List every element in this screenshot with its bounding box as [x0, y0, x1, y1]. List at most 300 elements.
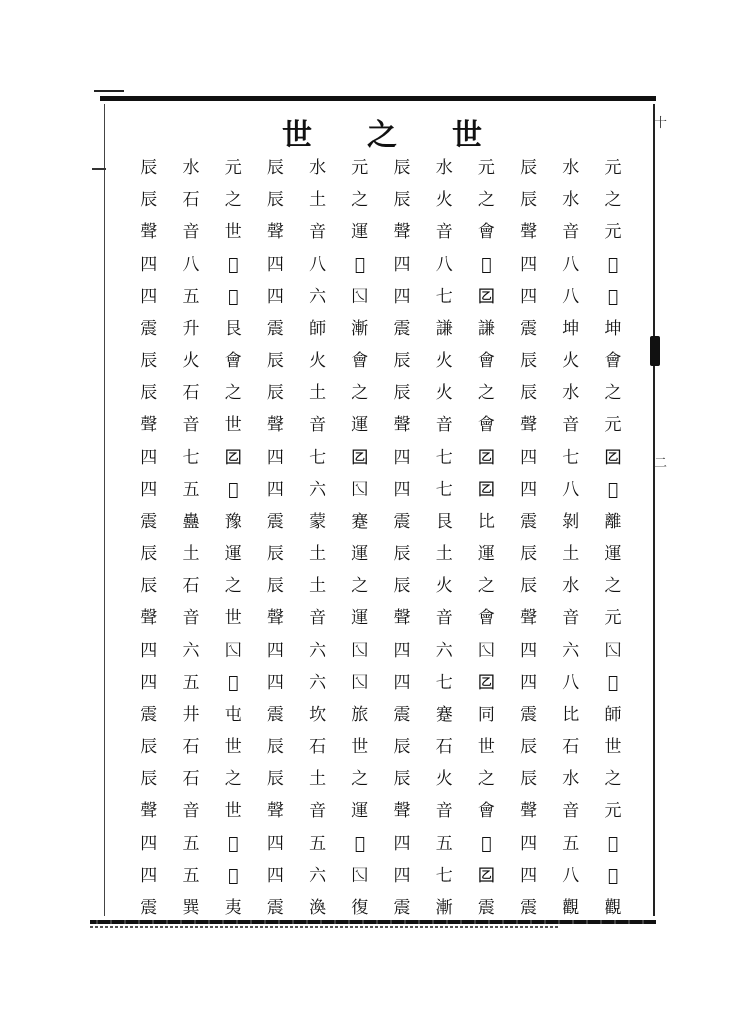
glyph: 辰 — [393, 576, 411, 597]
glyph: 四 — [140, 254, 158, 275]
glyph: 聲 — [520, 415, 538, 436]
glyph: 之 — [224, 769, 242, 790]
glyph: 辰 — [520, 383, 538, 404]
glyph: 師 — [604, 704, 622, 725]
glyph: 聲 — [140, 608, 158, 629]
glyph: 𡆢 — [354, 833, 365, 854]
glyph: 𡆟 — [607, 672, 619, 693]
glyph: 震 — [520, 897, 538, 918]
glyph: 𡆢 — [228, 479, 239, 500]
glyph: 震 — [140, 704, 158, 725]
glyph: 辰 — [266, 158, 284, 178]
glyph: 八 — [435, 254, 453, 275]
glyph: 辰 — [520, 544, 538, 565]
glyph: 四 — [520, 447, 538, 468]
glyph: 四 — [520, 640, 538, 661]
glyph: 之 — [351, 769, 369, 790]
text-column — [258, 158, 292, 918]
title-char-2: 之 — [367, 118, 397, 153]
glyph: 𡆢 — [481, 833, 492, 854]
glyph: 坤 — [604, 318, 622, 339]
glyph: 元 — [604, 222, 622, 243]
glyph: 四 — [520, 833, 538, 854]
glyph: 音 — [182, 801, 200, 822]
text-column — [132, 158, 166, 918]
glyph: 聲 — [520, 222, 538, 243]
glyph: 會 — [477, 351, 495, 372]
glyph: 辰 — [520, 576, 538, 597]
glyph: 𡆟 — [228, 254, 239, 275]
glyph: 震 — [266, 897, 284, 918]
glyph: 之 — [604, 576, 622, 597]
glyph: 音 — [309, 222, 327, 243]
text-column — [301, 158, 335, 918]
glyph: 四 — [393, 833, 411, 854]
glyph: 四 — [520, 254, 538, 275]
glyph: 震 — [140, 897, 158, 918]
glyph: 四 — [393, 479, 411, 500]
glyph: 會 — [477, 801, 495, 822]
glyph: 元 — [604, 415, 622, 436]
glyph: 謙 — [477, 318, 495, 339]
glyph: 震 — [266, 511, 284, 532]
title-char-3: 世 — [452, 118, 482, 153]
glyph: 音 — [182, 222, 200, 243]
glyph: 火 — [562, 351, 580, 372]
glyph: 剝 — [562, 511, 580, 532]
glyph: 渙 — [309, 897, 327, 918]
glyph: 𡆠 — [351, 447, 369, 468]
glyph: 水 — [562, 190, 580, 211]
glyph: 巽 — [182, 897, 200, 918]
glyph: 世 — [224, 608, 242, 629]
glyph: 六 — [309, 672, 327, 693]
glyph: 世 — [224, 222, 242, 243]
glyph: 六 — [309, 640, 327, 661]
glyph: 夷 — [224, 897, 242, 918]
title-char-1: 世 — [282, 118, 312, 153]
glyph: 音 — [435, 608, 453, 629]
glyph: 之 — [224, 383, 242, 404]
page-title — [282, 112, 482, 152]
glyph: 五 — [182, 865, 200, 886]
text-column — [174, 158, 208, 918]
glyph: 震 — [140, 511, 158, 532]
glyph: 𡆟 — [607, 286, 619, 307]
glyph: 四 — [393, 865, 411, 886]
side-mark-1: 十 — [654, 116, 668, 131]
glyph: 四 — [140, 286, 158, 307]
glyph: 𡆟 — [354, 254, 365, 275]
glyph: 𡆡 — [351, 286, 369, 307]
text-column — [343, 158, 377, 918]
glyph: 四 — [140, 447, 158, 468]
glyph: 音 — [435, 801, 453, 822]
glyph: 水 — [562, 383, 580, 404]
glyph: 水 — [182, 158, 200, 178]
glyph: 五 — [182, 479, 200, 500]
glyph: 音 — [562, 222, 580, 243]
text-column — [596, 158, 630, 918]
glyph: 辰 — [520, 190, 538, 211]
glyph: 石 — [182, 190, 200, 211]
glyph: 四 — [140, 640, 158, 661]
glyph: 八 — [562, 286, 580, 307]
glyph: 震 — [140, 318, 158, 339]
glyph: 五 — [182, 833, 200, 854]
glyph: 觀 — [562, 897, 580, 918]
glyph: 謙 — [435, 318, 453, 339]
glyph: 辰 — [140, 769, 158, 790]
glyph: 同 — [477, 704, 495, 725]
glyph: 四 — [520, 672, 538, 693]
glyph: 辰 — [266, 351, 284, 372]
glyph: 辰 — [520, 351, 538, 372]
glyph: 之 — [477, 576, 495, 597]
glyph: 𡆡 — [351, 865, 369, 886]
glyph: 𡆟 — [607, 865, 619, 886]
glyph: 七 — [435, 672, 453, 693]
glyph: 辰 — [520, 769, 538, 790]
glyph: 會 — [604, 351, 622, 372]
glyph: 之 — [351, 383, 369, 404]
glyph: 𡆠 — [477, 865, 495, 886]
glyph: 運 — [351, 415, 369, 436]
glyph: 之 — [351, 576, 369, 597]
glyph: 之 — [604, 769, 622, 790]
glyph: 辰 — [140, 190, 158, 211]
glyph: 元 — [351, 158, 369, 178]
glyph: 運 — [351, 801, 369, 822]
glyph: 水 — [562, 769, 580, 790]
glyph: 辰 — [393, 737, 411, 758]
glyph: 石 — [182, 769, 200, 790]
glyph: 震 — [393, 318, 411, 339]
glyph: 元 — [604, 801, 622, 822]
glyph: 火 — [435, 383, 453, 404]
glyph: 石 — [309, 737, 327, 758]
glyph: 四 — [266, 254, 284, 275]
glyph: 辰 — [393, 383, 411, 404]
glyph: 世 — [351, 737, 369, 758]
glyph: 𡆠 — [604, 447, 622, 468]
glyph: 八 — [562, 479, 580, 500]
glyph: 比 — [562, 704, 580, 725]
glyph: 之 — [351, 190, 369, 211]
glyph: 師 — [309, 318, 327, 339]
glyph: 辰 — [393, 544, 411, 565]
glyph: 四 — [266, 286, 284, 307]
glyph: 音 — [562, 608, 580, 629]
glyph: 之 — [224, 190, 242, 211]
glyph: 之 — [224, 576, 242, 597]
glyph: 蒙 — [309, 511, 327, 532]
text-column — [512, 158, 546, 918]
glyph: 艮 — [224, 318, 242, 339]
glyph: 辰 — [266, 737, 284, 758]
glyph: 𡆠 — [477, 447, 495, 468]
glyph: 土 — [309, 769, 327, 790]
glyph: 震 — [477, 897, 495, 918]
glyph: 辰 — [140, 158, 158, 178]
glyph: 聲 — [266, 608, 284, 629]
glyph: 五 — [182, 672, 200, 693]
glyph: 聲 — [393, 222, 411, 243]
glyph: 𡆡 — [351, 640, 369, 661]
glyph: 井 — [182, 704, 200, 725]
glyph: 𡆡 — [351, 479, 369, 500]
glyph: 六 — [309, 286, 327, 307]
glyph: 石 — [182, 737, 200, 758]
glyph: 𡆢 — [228, 286, 239, 307]
glyph: 水 — [309, 158, 327, 178]
glyph: 水 — [562, 158, 580, 178]
glyph: 四 — [266, 672, 284, 693]
glyph: 𡆢 — [228, 672, 239, 693]
glyph: 七 — [435, 865, 453, 886]
side-mark-2: 二 — [654, 456, 668, 471]
glyph: 辰 — [140, 737, 158, 758]
glyph: 𡆡 — [224, 640, 242, 661]
glyph: 四 — [520, 479, 538, 500]
glyph: 辰 — [266, 544, 284, 565]
glyph: 𡆢 — [607, 833, 619, 854]
glyph: 辰 — [393, 769, 411, 790]
glyph: 漸 — [435, 897, 453, 918]
glyph: 旅 — [351, 704, 369, 725]
glyph: 坤 — [562, 318, 580, 339]
glyph: 音 — [309, 801, 327, 822]
glyph: 辰 — [393, 351, 411, 372]
glyph: 屯 — [224, 704, 242, 725]
glyph: 之 — [477, 769, 495, 790]
glyph: 辰 — [520, 158, 538, 178]
glyph: 音 — [562, 415, 580, 436]
glyph: 五 — [562, 833, 580, 854]
bottom-rule-secondary — [90, 926, 560, 928]
glyph: 八 — [309, 254, 327, 275]
glyph: 辰 — [140, 383, 158, 404]
glyph: 四 — [140, 865, 158, 886]
glyph: 聲 — [140, 415, 158, 436]
glyph: 聲 — [140, 801, 158, 822]
glyph: 辰 — [266, 769, 284, 790]
glyph: 艮 — [435, 511, 453, 532]
glyph: 五 — [309, 833, 327, 854]
glyph: 水 — [562, 576, 580, 597]
glyph: 七 — [562, 447, 580, 468]
glyph: 四 — [393, 640, 411, 661]
glyph: 辰 — [520, 737, 538, 758]
glyph: 八 — [562, 254, 580, 275]
glyph: 聲 — [266, 222, 284, 243]
glyph: 四 — [266, 833, 284, 854]
glyph: 震 — [520, 704, 538, 725]
glyph: 四 — [266, 640, 284, 661]
glyph: 辰 — [266, 383, 284, 404]
glyph: 𡆠 — [477, 286, 495, 307]
glyph: 𡆢 — [228, 833, 239, 854]
glyph: 四 — [140, 672, 158, 693]
glyph: 火 — [182, 351, 200, 372]
top-rule-left — [94, 90, 124, 92]
glyph: 比 — [477, 511, 495, 532]
glyph: 世 — [224, 801, 242, 822]
glyph: 聲 — [266, 801, 284, 822]
glyph: 聲 — [520, 608, 538, 629]
glyph: 元 — [604, 608, 622, 629]
glyph: 辰 — [393, 158, 411, 178]
glyph: 火 — [309, 351, 327, 372]
glyph: 石 — [435, 737, 453, 758]
glyph: 蹇 — [351, 511, 369, 532]
glyph: 四 — [266, 447, 284, 468]
glyph: 世 — [224, 737, 242, 758]
glyph: 六 — [182, 640, 200, 661]
glyph: 世 — [604, 737, 622, 758]
glyph: 會 — [224, 351, 242, 372]
glyph: 四 — [520, 286, 538, 307]
glyph: 聲 — [393, 801, 411, 822]
glyph: 運 — [477, 544, 495, 565]
glyph: 會 — [477, 415, 495, 436]
glyph: 六 — [435, 640, 453, 661]
glyph: 七 — [435, 286, 453, 307]
glyph: 會 — [477, 608, 495, 629]
glyph: 𡆡 — [604, 640, 622, 661]
left-tick — [92, 168, 106, 170]
glyph: 𡆟 — [607, 479, 619, 500]
glyph: 觀 — [604, 897, 622, 918]
glyph: 運 — [224, 544, 242, 565]
text-column — [427, 158, 461, 918]
glyph: 辰 — [140, 544, 158, 565]
glyph: 火 — [435, 190, 453, 211]
glyph: 七 — [309, 447, 327, 468]
glyph: 四 — [266, 865, 284, 886]
glyph: 音 — [182, 415, 200, 436]
glyph: 四 — [520, 865, 538, 886]
glyph: 𡆠 — [477, 672, 495, 693]
glyph: 世 — [477, 737, 495, 758]
glyph: 音 — [182, 608, 200, 629]
glyph: 音 — [435, 222, 453, 243]
glyph: 震 — [266, 318, 284, 339]
glyph: 運 — [351, 544, 369, 565]
glyph: 𡆟 — [607, 254, 619, 275]
glyph: 震 — [393, 897, 411, 918]
glyph: 震 — [393, 704, 411, 725]
glyph: 土 — [435, 544, 453, 565]
glyph: 石 — [182, 576, 200, 597]
glyph: 之 — [477, 190, 495, 211]
glyph: 震 — [520, 511, 538, 532]
glyph: 土 — [309, 576, 327, 597]
glyph: 六 — [309, 479, 327, 500]
glyph: 離 — [604, 511, 622, 532]
glyph: 火 — [435, 351, 453, 372]
glyph: 辰 — [140, 351, 158, 372]
glyph: 𡆡 — [351, 672, 369, 693]
text-column — [216, 158, 250, 918]
glyph: 聲 — [393, 415, 411, 436]
glyph: 四 — [393, 447, 411, 468]
glyph: 土 — [182, 544, 200, 565]
text-column — [469, 158, 503, 918]
glyph: 之 — [604, 190, 622, 211]
glyph: 升 — [182, 318, 200, 339]
glyph: 漸 — [351, 318, 369, 339]
top-rule — [100, 96, 656, 101]
glyph: 四 — [393, 254, 411, 275]
glyph: 五 — [182, 286, 200, 307]
glyph: 震 — [520, 318, 538, 339]
glyph: 四 — [393, 286, 411, 307]
glyph: 七 — [435, 479, 453, 500]
glyph: 𡆠 — [224, 447, 242, 468]
glyph: 水 — [435, 158, 453, 178]
glyph: 六 — [562, 640, 580, 661]
glyph: 運 — [351, 222, 369, 243]
glyph: 辰 — [266, 190, 284, 211]
glyph: 土 — [562, 544, 580, 565]
glyph: 聲 — [393, 608, 411, 629]
glyph: 𡆠 — [477, 479, 495, 500]
side-tab-marker — [650, 336, 660, 366]
glyph: 坎 — [309, 704, 327, 725]
glyph: 四 — [140, 833, 158, 854]
glyph: 石 — [182, 383, 200, 404]
glyph: 世 — [224, 415, 242, 436]
glyph: 蠱 — [182, 511, 200, 532]
glyph: 四 — [393, 672, 411, 693]
glyph: 會 — [477, 222, 495, 243]
text-column — [554, 158, 588, 918]
glyph: 運 — [351, 608, 369, 629]
glyph: 土 — [309, 544, 327, 565]
bottom-rule — [90, 920, 656, 924]
glyph: 豫 — [224, 511, 242, 532]
glyph: 音 — [562, 801, 580, 822]
glyph: 之 — [477, 383, 495, 404]
glyph: 元 — [604, 158, 622, 178]
glyph: 四 — [140, 479, 158, 500]
glyph: 音 — [309, 608, 327, 629]
glyph: 會 — [351, 351, 369, 372]
glyph: 七 — [435, 447, 453, 468]
glyph: 震 — [393, 511, 411, 532]
glyph: 八 — [182, 254, 200, 275]
glyph: 八 — [562, 865, 580, 886]
glyph: 𡆡 — [477, 640, 495, 661]
glyph: 𡆢 — [228, 865, 239, 886]
glyph: 元 — [224, 158, 242, 178]
glyph: 土 — [309, 190, 327, 211]
glyph: 石 — [562, 737, 580, 758]
glyph: 之 — [604, 383, 622, 404]
glyph: 四 — [266, 479, 284, 500]
glyph: 運 — [604, 544, 622, 565]
glyph: 火 — [435, 576, 453, 597]
glyph: 聲 — [266, 415, 284, 436]
glyph: 辰 — [266, 576, 284, 597]
glyph: 復 — [351, 897, 369, 918]
glyph: 七 — [182, 447, 200, 468]
glyph: 五 — [435, 833, 453, 854]
glyph: 元 — [477, 158, 495, 178]
text-column — [385, 158, 419, 918]
glyph: 火 — [435, 769, 453, 790]
